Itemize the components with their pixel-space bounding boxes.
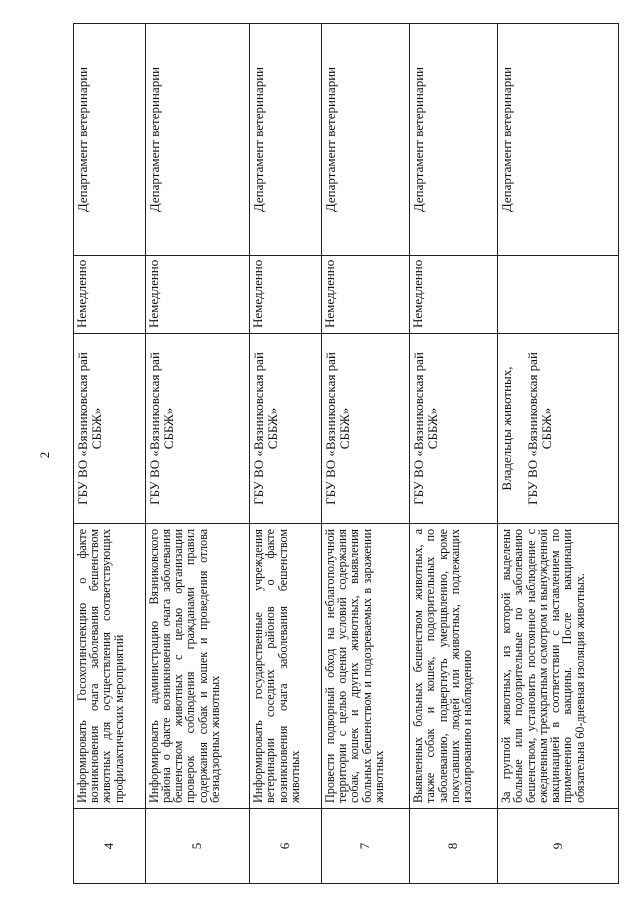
executor-cell: [250, 334, 322, 524]
term-cell: Немедленно: [74, 256, 146, 334]
department-cell: Департамент ветеринарии: [74, 24, 146, 256]
table-row: [322, 24, 410, 884]
term-cell: Немедленно: [145, 256, 249, 334]
executor-text: ГБУ ВО «Вязниковская рай СББЖ»: [411, 352, 441, 505]
executor-text: ГБУ ВО «Вязниковская рай СББЖ»: [525, 352, 555, 505]
executor-text: ГБУ ВО «Вязниковская рай СББЖ»: [323, 352, 353, 505]
executor-cell: [410, 334, 498, 524]
executor-cell: [322, 334, 410, 524]
action-cell: Информировать администрацию Вязниковского района о факте возникновения очага заболевания бешенством животных с целью организации проверок соблюдения гражданами правил содержания собак и кошек и проведения отлова безнадзорных животных: [145, 524, 249, 809]
executor-cell: [74, 334, 146, 524]
table-row: [250, 24, 322, 884]
action-cell: Провести подворный обход на неблагополучной территории с целью оценки условий содержания собак, кошек и других животных, выявления больных бешенством и подозреваемых в заражении животных: [322, 524, 410, 809]
term-cell: Немедленно: [410, 256, 498, 334]
row-number: 7: [322, 809, 410, 884]
table-row: [498, 24, 619, 884]
row-number: 8: [410, 809, 498, 884]
action-cell: Информировать Госохотинспекцию о факте возникновения очага заболевания бешенством животных для осуществления соответствующих профилактических мероприятий: [74, 524, 146, 809]
department-cell: Департамент ветеринарии: [250, 24, 322, 256]
table-row: [145, 24, 249, 884]
term-cell: Немедленно: [250, 256, 322, 334]
action-cell: За группой животных, из которой выделены больные или подозрительные по заболеванию бешенством, установить постоянное наблюдение с ежедневным трехкратным осмотром и вынужденной вакцинацией в соответствии с наставлением по применению вакцины. После вакцинации обязательна 60-дневная изоляция животных.: [498, 524, 619, 809]
row-number: 6: [250, 809, 322, 884]
executor-text: ГБУ ВО «Вязниковская рай СББЖ»: [146, 352, 176, 505]
term-cell: Немедленно: [322, 256, 410, 334]
department-cell: Департамент ветеринарии: [322, 24, 410, 256]
executor-text: ГБУ ВО «Вязниковская рай СББЖ»: [251, 352, 281, 505]
row-number: 5: [145, 809, 249, 884]
table-row: [74, 24, 146, 884]
term-cell: [498, 256, 619, 334]
action-cell: Выявленных больных бешенством животных, а также собак и кошек, подозрительных по заболеванию, подвергнуть умерщвлению, кроме покусавших людей или животных, подлежащих изолированию и наблюдению: [410, 524, 498, 809]
executor-cell: [145, 334, 249, 524]
executor-cell: [498, 334, 619, 524]
table-row: [410, 24, 498, 884]
department-cell: Департамент ветеринарии: [498, 24, 619, 256]
department-cell: Департамент ветеринарии: [410, 24, 498, 256]
action-cell: Информировать государственные учреждения ветеринарии соседних районов о факте возникновения очага заболевания бешенством животных: [250, 524, 322, 809]
department-cell: Департамент ветеринарии: [145, 24, 249, 256]
row-number: 4: [74, 809, 146, 884]
measures-table-rotated: [73, 24, 619, 884]
row-number: 9: [498, 809, 619, 884]
executor-text: ГБУ ВО «Вязниковская рай СББЖ»: [75, 352, 104, 505]
executor-text-owners: Владельцы животных,: [499, 366, 515, 491]
measures-table: [73, 23, 619, 884]
page-number: 2: [37, 451, 52, 459]
